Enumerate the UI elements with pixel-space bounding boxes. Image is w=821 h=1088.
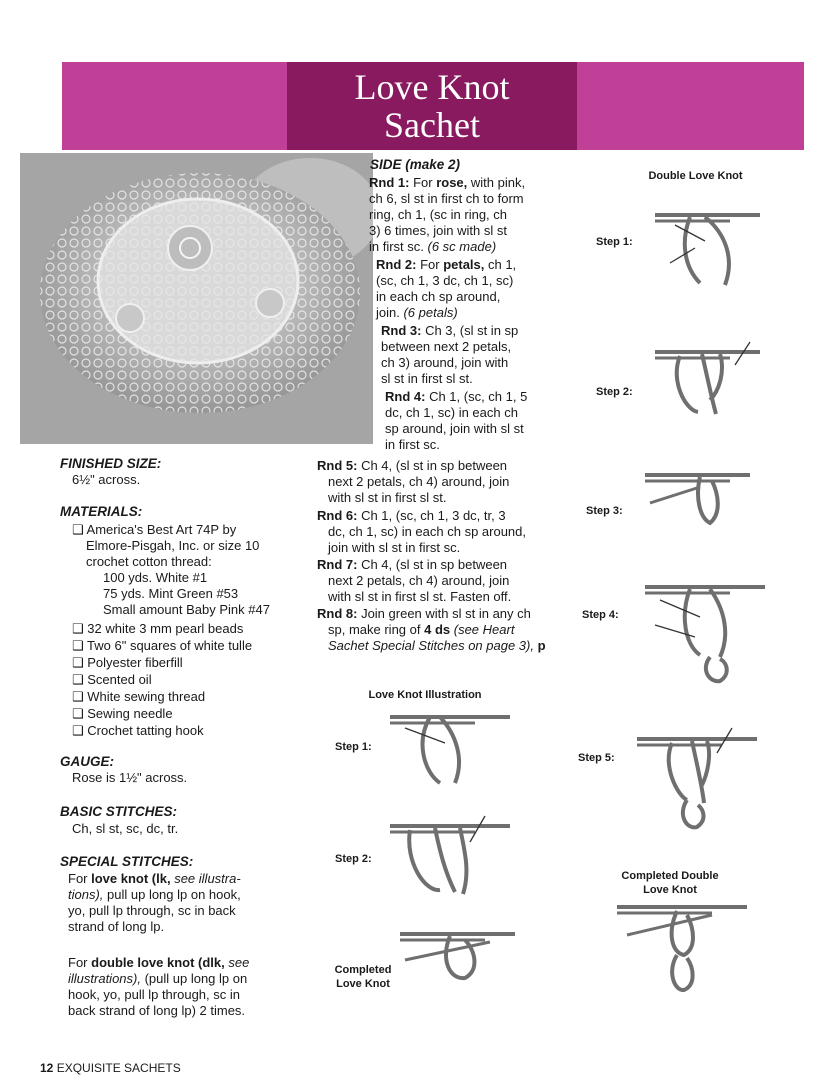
rnd4-line2: dc, ch 1, sc) in each ch <box>385 405 518 420</box>
double-love-knot-step5-figure <box>632 725 762 840</box>
rnd6-line2: dc, ch 1, sc) in each ch sp around, <box>328 524 526 539</box>
rnd3-line1: Rnd 3: Ch 3, (sl st in sp <box>381 323 519 338</box>
completed-love-knot-figure <box>395 920 520 990</box>
double-love-knot-step2-label: Step 2: <box>596 386 633 398</box>
rnd7-line1: Rnd 7: Ch 4, (sl st in sp between <box>317 557 508 572</box>
rnd8-line3: Sachet Special Stitches on page 3), p <box>328 638 546 653</box>
materials-heading: MATERIALS: <box>60 504 143 519</box>
gauge-heading: GAUGE: <box>60 754 114 769</box>
completed-double-love-knot-label: Completed Double Love Knot <box>621 870 719 896</box>
rnd7-line2: next 2 petals, ch 4) around, join <box>328 573 510 588</box>
love-knot-step2-figure <box>385 812 515 902</box>
material-line: 75 yds. Mint Green #53 <box>103 586 239 601</box>
rnd1-line1: Rnd 1: For rose, with pink, <box>369 175 526 190</box>
basic-stitches-heading: BASIC STITCHES: <box>60 804 178 819</box>
material-line: ❑ Sewing needle <box>72 706 173 721</box>
rnd1-line5: in first sc. (6 sc made) <box>369 239 497 254</box>
rnd4-line1: Rnd 4: Ch 1, (sc, ch 1, 5 <box>385 389 528 404</box>
finished-size-heading: FINISHED SIZE: <box>60 456 162 471</box>
love-knot-definition-line1: For love knot (lk, see illustra- <box>68 871 241 886</box>
rnd4-line3: sp around, join with sl st <box>385 421 524 436</box>
page-number: 12 <box>40 1061 54 1075</box>
rnd3-line4: sl st in first sl st. <box>381 371 473 386</box>
love-knot-definition-line3: yo, pull lp through, sc in back <box>68 903 236 918</box>
sachet-photo <box>20 153 373 444</box>
material-line: 100 yds. White #1 <box>103 570 208 585</box>
rnd6-line1: Rnd 6: Ch 1, (sc, ch 1, 3 dc, tr, 3 <box>317 508 506 523</box>
rnd7-line3: with sl st in first sl st. Fasten off. <box>328 589 512 604</box>
love-knot-step1-figure <box>385 703 515 793</box>
gauge-value: Rose is 1½" across. <box>72 770 188 785</box>
double-love-knot-title: Double Love Knot <box>648 170 743 182</box>
double-love-knot-step3-figure <box>640 463 760 533</box>
material-line: crochet cotton thread: <box>86 554 212 569</box>
double-love-knot-step1-figure <box>650 203 770 293</box>
double-love-knot-definition-line4: back strand of long lp) 2 times. <box>68 1003 246 1018</box>
double-love-knot-definition-line2: illustrations), (pull up long lp on <box>68 971 248 986</box>
rnd6-line3: join with sl st in first sc. <box>328 540 461 555</box>
special-stitches-heading: SPECIAL STITCHES: <box>60 854 194 869</box>
double-love-knot-step4-label: Step 4: <box>582 609 619 621</box>
rnd5-line2: next 2 petals, ch 4) around, join <box>328 474 510 489</box>
material-line: Elmore-Pisgah, Inc. or size 10 <box>86 538 260 553</box>
side-heading: SIDE (make 2) <box>370 157 461 172</box>
rnd2-line1: Rnd 2: For petals, ch 1, <box>376 257 517 272</box>
double-love-knot-step4-figure <box>640 575 770 690</box>
finished-size-value: 6½" across. <box>72 472 141 487</box>
double-love-knot-step3-label: Step 3: <box>586 505 623 517</box>
completed-love-knot-label: Completed Love Knot <box>334 964 392 990</box>
rnd2-line2: (sc, ch 1, 3 dc, ch 1, sc) <box>376 273 514 288</box>
material-line: Small amount Baby Pink #47 <box>103 602 270 617</box>
rnd8-line2: sp, make ring of 4 ds (see Heart <box>328 622 515 637</box>
rnd3-line2: between next 2 petals, <box>381 339 512 354</box>
page-footer <box>40 1061 181 1075</box>
rnd8-line1: Rnd 8: Join green with sl st in any ch <box>317 606 531 621</box>
completed-double-love-knot-figure <box>612 893 752 998</box>
double-love-knot-step5-label: Step 5: <box>578 752 615 764</box>
love-knot-definition-line2: tions), pull up long lp on hook, <box>68 887 241 902</box>
rnd4-line4: in first sc. <box>385 437 440 452</box>
rnd5-line3: with sl st in first sl st. <box>328 490 447 505</box>
rnd2-line3: in each ch sp around, <box>376 289 501 304</box>
rnd1-line2: ch 6, sl st in first ch to form <box>369 191 524 206</box>
double-love-knot-step1-label: Step 1: <box>596 236 633 248</box>
double-love-knot-definition-line3: hook, yo, pull lp through, sc in <box>68 987 240 1002</box>
love-knot-definition-line4: strand of long lp. <box>68 919 165 934</box>
love-knot-step2-label: Step 2: <box>335 853 372 865</box>
material-line: ❑ Polyester fiberfill <box>72 655 183 670</box>
rnd1-line4: 3) 6 times, join with sl st <box>369 223 507 238</box>
love-knot-illustration-title: Love Knot Illustration <box>368 689 482 701</box>
material-line: ❑ White sewing thread <box>72 689 206 704</box>
double-love-knot-step2-figure <box>650 340 770 420</box>
rnd5-line1: Rnd 5: Ch 4, (sl st in sp between <box>317 458 508 473</box>
footer-section: EXQUISITE SACHETS <box>56 1061 181 1075</box>
material-line: ❑ America's Best Art 74P by <box>72 522 237 537</box>
page-title-line1: Love Knot <box>354 67 510 107</box>
rnd2-line4: join. (6 petals) <box>376 305 458 320</box>
rnd3-line3: ch 3) around, join with <box>381 355 509 370</box>
basic-stitches-value: Ch, sl st, sc, dc, tr. <box>72 821 179 836</box>
material-line: ❑ Two 6" squares of white tulle <box>72 638 253 653</box>
material-line: ❑ Crochet tatting hook <box>72 723 204 738</box>
material-line: ❑ Scented oil <box>72 672 152 687</box>
page-title-line2: Sachet <box>384 105 480 145</box>
double-love-knot-definition-line1: For double love knot (dlk, see <box>68 955 250 970</box>
love-knot-step1-label: Step 1: <box>335 741 372 753</box>
material-line: ❑ 32 white 3 mm pearl beads <box>72 621 244 636</box>
rnd1-line3: ring, ch 1, (sc in ring, ch <box>369 207 507 222</box>
